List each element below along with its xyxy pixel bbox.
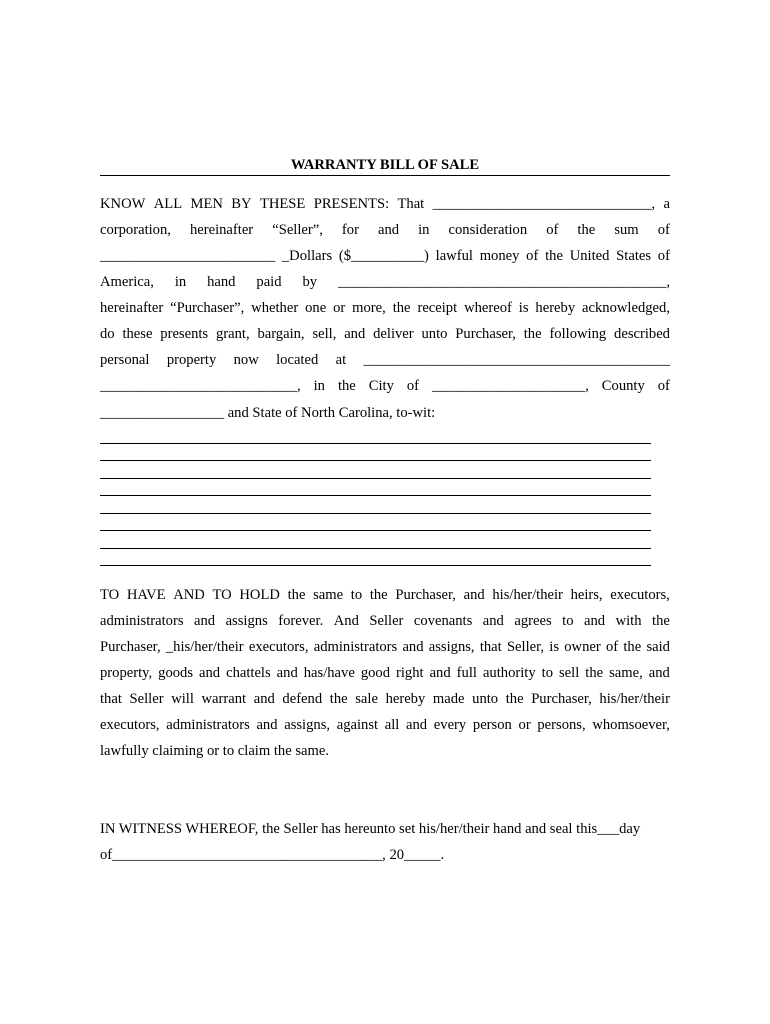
witness-line-1: IN WITNESS WHEREOF, the Seller has hereunto set his/her/their hand and seal this___day <box>100 821 641 837</box>
word: to <box>350 587 363 603</box>
word: ($__________) <box>338 248 429 264</box>
word: acknowledged, <box>582 300 670 316</box>
word: the <box>585 665 604 681</box>
property-blank-line <box>100 513 651 514</box>
word: HAVE <box>126 587 166 603</box>
word: receipt <box>417 300 458 316</box>
word: sum <box>614 222 639 238</box>
word: against <box>336 717 379 733</box>
word: will <box>171 691 194 707</box>
word: the <box>505 691 524 707</box>
word: at <box>335 352 347 368</box>
word: BY <box>231 196 252 212</box>
word: MEN <box>190 196 223 212</box>
word: TO <box>100 587 120 603</box>
word: made <box>432 691 465 707</box>
para1-line-6 <box>100 324 670 344</box>
word: unto <box>421 326 448 342</box>
word: for <box>341 222 359 238</box>
word: of <box>657 222 670 238</box>
word: has/have <box>303 665 355 681</box>
word: hereby <box>535 300 576 316</box>
word: ___________________________, <box>100 378 301 394</box>
word: “Seller”, <box>272 222 323 238</box>
property-blank-line <box>100 443 651 444</box>
para1-line-3 <box>100 246 670 266</box>
word: the <box>329 691 348 707</box>
word: Purchaser, <box>395 587 456 603</box>
word: administrators <box>313 639 398 655</box>
word: Seller <box>369 613 404 629</box>
word: chattels <box>226 665 271 681</box>
para1-line-1 <box>100 194 670 214</box>
word: HOLD <box>239 587 280 603</box>
word: more, <box>352 300 386 316</box>
word: “Purchaser”, <box>170 300 245 316</box>
word: _____________________, <box>431 378 589 394</box>
word: sell, <box>312 326 337 342</box>
word: lawful <box>435 248 473 264</box>
word: in <box>174 274 187 290</box>
word: deliver <box>373 326 414 342</box>
word: authority <box>482 665 536 681</box>
word: following <box>549 326 607 342</box>
title-underline <box>100 175 670 176</box>
word: THESE <box>259 196 306 212</box>
word: with <box>615 613 642 629</box>
para2-line-6 <box>100 715 670 735</box>
word: in <box>313 378 325 394</box>
word: is <box>518 300 529 316</box>
word: executors, <box>610 587 670 603</box>
word: the <box>577 222 596 238</box>
property-blank-line <box>100 460 651 461</box>
word: that <box>100 691 122 707</box>
word: and <box>463 587 485 603</box>
word: property <box>166 352 217 368</box>
word: corporation, <box>100 222 171 238</box>
para1-line-2 <box>100 220 670 240</box>
para1-line-7 <box>100 350 670 370</box>
word: States <box>616 248 652 264</box>
word: forever. <box>278 613 324 629</box>
word: whomsoever, <box>592 717 670 733</box>
word: do <box>100 326 115 342</box>
word: and <box>199 665 221 681</box>
word: is <box>549 639 560 655</box>
word: That <box>397 196 425 212</box>
word: and <box>402 639 424 655</box>
word: or <box>518 717 531 733</box>
word: and <box>648 665 670 681</box>
word: defend <box>282 691 323 707</box>
para2-line-7: lawfully claiming or to claim the same. <box>100 743 329 759</box>
word: Purchaser, <box>455 326 516 342</box>
word: good <box>360 665 390 681</box>
word: and <box>584 613 606 629</box>
word: full <box>456 665 477 681</box>
word: same, <box>609 665 643 681</box>
word: hand <box>207 274 236 290</box>
word: Seller, <box>506 639 545 655</box>
word: warrant <box>201 691 247 707</box>
word: to <box>541 665 553 681</box>
word: and <box>253 691 275 707</box>
word: agrees <box>514 613 552 629</box>
word: _____________________________________________, <box>337 274 670 290</box>
word: unto <box>472 691 499 707</box>
word: ALL <box>153 196 183 212</box>
word: assigns, <box>284 717 331 733</box>
word: executors, <box>248 639 309 655</box>
word: and <box>344 326 366 342</box>
word: described <box>614 326 670 342</box>
word: of <box>657 248 670 264</box>
word: ________________________ <box>100 248 276 264</box>
property-blank-line <box>100 530 651 531</box>
para1-line-4 <box>100 272 670 292</box>
word: now <box>233 352 259 368</box>
word: right <box>396 665 424 681</box>
para2-line-1 <box>100 585 670 605</box>
word: hereby <box>385 691 426 707</box>
word: of <box>406 378 419 394</box>
word: __________________________________________ <box>363 352 670 368</box>
word: a <box>663 196 670 212</box>
word: grant, <box>215 326 250 342</box>
para1-line-9: _________________ and State of North Carolina, to-wit: <box>100 405 436 421</box>
word: and <box>482 613 504 629</box>
word: County <box>601 378 645 394</box>
word: one <box>305 300 327 316</box>
word: owner <box>564 639 601 655</box>
word: and <box>429 665 451 681</box>
para1-line-8 <box>100 376 670 396</box>
para1-line-5 <box>100 298 670 318</box>
word: person <box>472 717 512 733</box>
word: sale <box>355 691 378 707</box>
word: of <box>526 248 539 264</box>
para2-line-5 <box>100 689 670 709</box>
word: his/her/their <box>599 691 670 707</box>
word: persons, <box>537 717 586 733</box>
word: of <box>605 639 619 655</box>
word: to <box>562 613 574 629</box>
word: administrators <box>100 613 184 629</box>
word: PRESENTS: <box>313 196 390 212</box>
word: the <box>369 587 388 603</box>
word: ______________________________, <box>432 196 656 212</box>
word: every <box>433 717 467 733</box>
word: whether <box>251 300 299 316</box>
word: _Dollars <box>281 248 333 264</box>
word: City <box>368 378 394 394</box>
word: in <box>418 222 430 238</box>
word: and <box>378 222 400 238</box>
property-blank-line <box>100 548 651 549</box>
word: the <box>287 587 306 603</box>
word: executors, <box>100 717 160 733</box>
word: America, <box>100 274 154 290</box>
property-blank-line <box>100 565 651 566</box>
word: and <box>194 613 216 629</box>
word: consideration <box>448 222 528 238</box>
word: of <box>546 222 559 238</box>
word: United <box>569 248 610 264</box>
word: and <box>406 717 428 733</box>
word: administrators <box>166 717 250 733</box>
word: located <box>276 352 319 368</box>
word: the <box>337 378 356 394</box>
word: property, <box>100 665 153 681</box>
para2-line-4 <box>100 663 670 683</box>
word: the <box>392 300 411 316</box>
property-blank-line <box>100 495 651 496</box>
document-title: WARRANTY BILL OF SALE <box>290 157 480 173</box>
word: _his/her/their <box>165 639 244 655</box>
word: hereinafter <box>189 222 254 238</box>
word: KNOW <box>100 196 146 212</box>
word: money <box>479 248 520 264</box>
word: by <box>302 274 318 290</box>
word: Purchaser, <box>100 639 161 655</box>
word: heirs, <box>570 587 603 603</box>
word: personal <box>100 352 150 368</box>
witness-line-2: of_____________________________________, 20_____. <box>100 847 445 863</box>
para2-line-2 <box>100 611 670 631</box>
word: the <box>652 613 670 629</box>
word: sell <box>559 665 580 681</box>
word: AND <box>173 587 205 603</box>
word: assigns <box>225 613 268 629</box>
para2-line-3 <box>100 637 670 657</box>
word: Seller <box>129 691 164 707</box>
word: said <box>646 639 670 655</box>
word: of <box>657 378 670 394</box>
word: and <box>256 717 278 733</box>
word: Purchaser, <box>531 691 592 707</box>
word: hereinafter <box>100 300 164 316</box>
property-blank-line <box>100 478 651 479</box>
word: paid <box>256 274 282 290</box>
word: presents <box>160 326 209 342</box>
word: goods <box>158 665 194 681</box>
word: or <box>333 300 346 316</box>
word: the <box>545 248 563 264</box>
word: all <box>384 717 400 733</box>
word: bargain, <box>257 326 305 342</box>
word: covenants <box>413 613 473 629</box>
word: TO <box>212 587 232 603</box>
word: And <box>333 613 359 629</box>
word: assigns, <box>428 639 475 655</box>
word: same <box>313 587 344 603</box>
word: the <box>523 326 542 342</box>
word: whereof <box>464 300 512 316</box>
word: his/her/their <box>492 587 563 603</box>
word: the <box>623 639 642 655</box>
word: that <box>479 639 502 655</box>
word: and <box>276 665 298 681</box>
word: these <box>122 326 153 342</box>
